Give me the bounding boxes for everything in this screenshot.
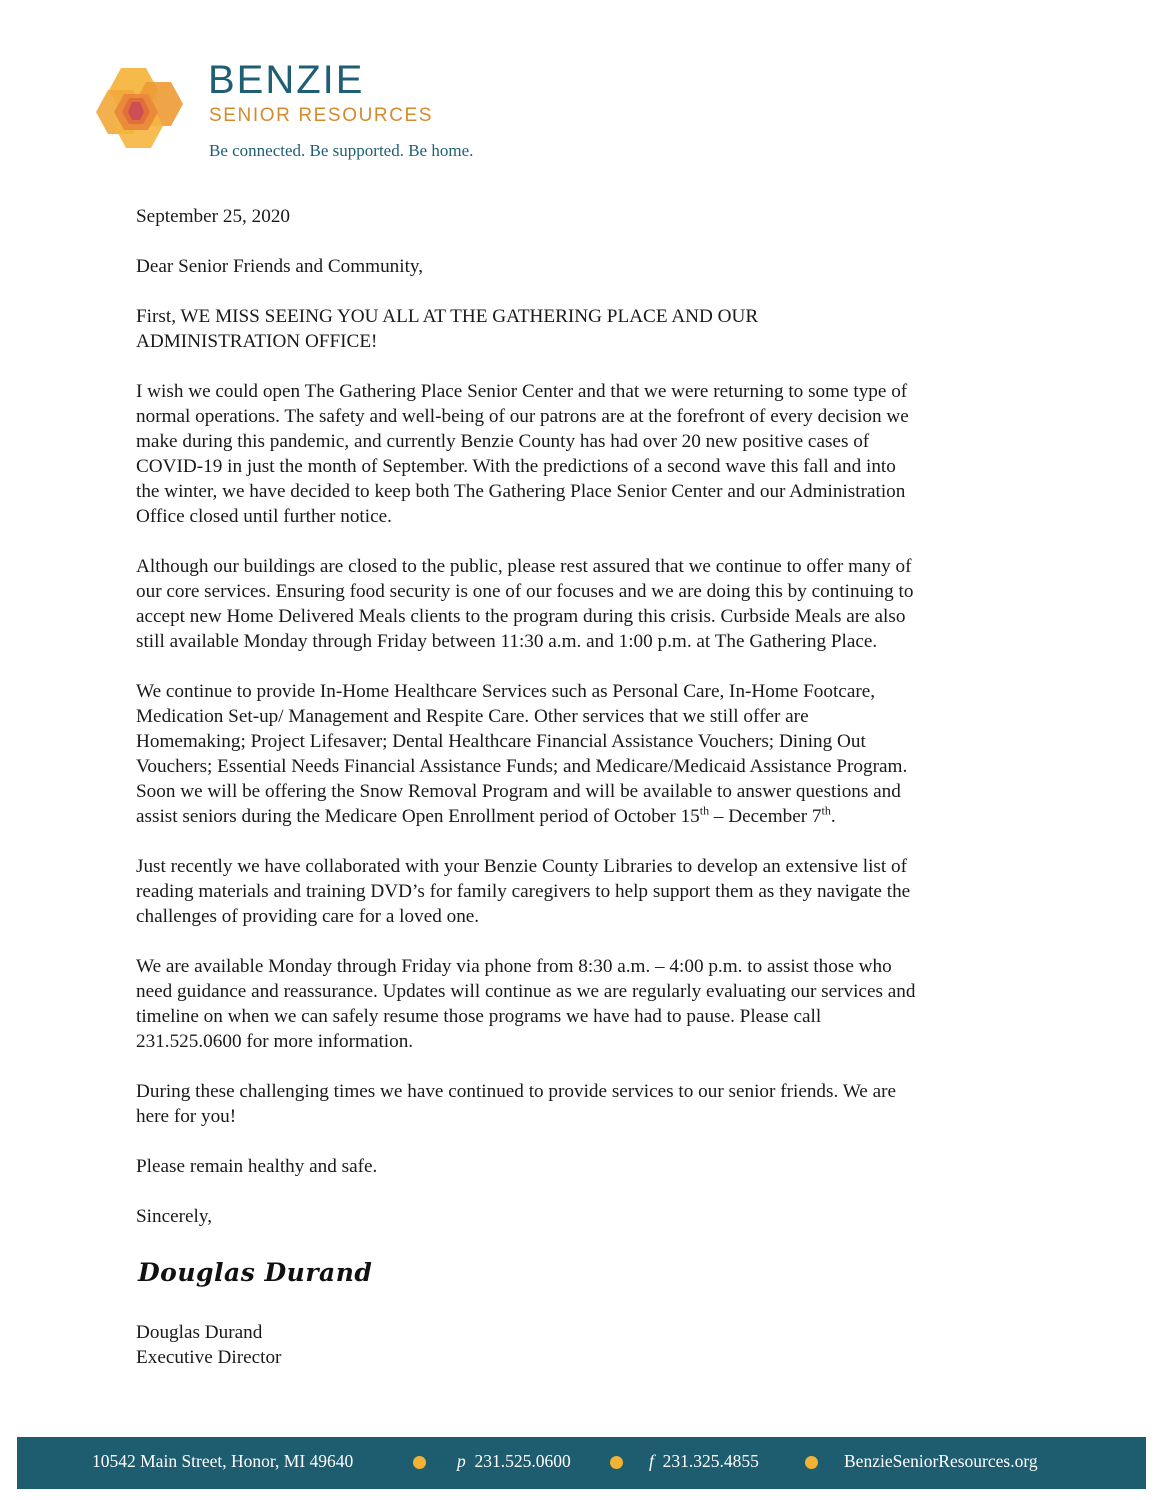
paragraph-line: Medication Set-up/ Management and Respite Care. Other services that we still offer are <box>136 706 809 727</box>
signer-name: Douglas Durand <box>136 1322 263 1343</box>
brand-tagline: Be connected. Be supported. Be home. <box>209 141 474 160</box>
phone-prefix: p <box>457 1451 466 1471</box>
paragraph-2 <box>136 379 1036 529</box>
text-run: – December 7 <box>709 806 822 827</box>
paragraph-line: We are available Monday through Friday via phone from 8:30 a.m. – 4:00 p.m. to assist those who <box>136 956 892 977</box>
paragraph-8: Please remain healthy and safe. <box>136 1156 378 1177</box>
paragraph-1 <box>136 304 1036 354</box>
paragraph-line: First, WE MISS SEEING YOU ALL AT THE GATHERING PLACE AND OUR <box>136 306 759 327</box>
paragraph-line: accept new Home Delivered Meals clients to the program during this crisis. Curbside Meals are also <box>136 606 906 627</box>
honeycomb-logo-icon <box>86 60 196 156</box>
paragraph-line: Office closed until further notice. <box>136 506 392 527</box>
paragraph-5 <box>136 854 1036 929</box>
footer-phone-group <box>457 1451 571 1472</box>
paragraph-line: Soon we will be offering the Snow Removal Program and will be available to answer questions and <box>136 781 901 802</box>
paragraph-line: the winter, we have decided to keep both The Gathering Place Senior Center and our Administration <box>136 481 906 502</box>
text-run: . <box>830 806 836 827</box>
paragraph-line: During these challenging times we have continued to provide services to our senior friends. We are <box>136 1081 897 1102</box>
footer-address: 10542 Main Street, Honor, MI 49640 <box>92 1451 354 1471</box>
paragraph-line <box>136 803 836 827</box>
signer-block <box>136 1320 281 1370</box>
paragraph-6 <box>136 954 1036 1054</box>
paragraph-line: timeline on when we can safely resume those programs we have had to pause. Please call <box>136 1006 822 1027</box>
paragraph-4 <box>136 679 1036 829</box>
footer-phone: 231.525.0600 <box>474 1451 571 1471</box>
paragraph-line: still available Monday through Friday between 11:30 a.m. and 1:00 p.m. at The Gathering Place. <box>136 631 878 652</box>
paragraph-line: here for you! <box>136 1106 237 1127</box>
paragraph-line: COVID-19 in just the month of September. With the predictions of a second wave this fall and into <box>136 456 896 477</box>
paragraph-line: Vouchers; Essential Needs Financial Assistance Funds; and Medicare/Medicaid Assistance Program. <box>136 756 908 777</box>
paragraph-line: We continue to provide In-Home Healthcare Services such as Personal Care, In-Home Footcare, <box>136 681 876 702</box>
paragraph-line: our core services. Ensuring food security is one of our focuses and we are doing this by continuing to <box>136 581 914 602</box>
footer-bar <box>17 1437 1146 1489</box>
signer-title: Executive Director <box>136 1347 282 1368</box>
superscript: th <box>699 803 710 818</box>
paragraph-line: normal operations. The safety and well-being of our patrons are at the forefront of every decision we <box>136 406 909 427</box>
letter-closing: Sincerely, <box>136 1206 213 1227</box>
handwritten-signature: Douglas Durand <box>138 1258 373 1287</box>
footer-fax-group <box>649 1451 759 1472</box>
paragraph-line: make during this pandemic, and currently Benzie County has had over 20 new positive cases of <box>136 431 870 452</box>
brand-subtitle: SENIOR RESOURCES <box>209 105 434 126</box>
paragraph-line: Just recently we have collaborated with your Benzie County Libraries to develop an extensive list of <box>136 856 908 877</box>
paragraph-3 <box>136 554 1036 654</box>
paragraph-line: Although our buildings are closed to the public, please rest assured that we continue to offer many of <box>136 556 912 577</box>
footer-website-link[interactable]: BenzieSeniorResources.org <box>844 1451 1038 1471</box>
paragraph-7 <box>136 1079 1036 1129</box>
bullet-dot-icon <box>805 1456 818 1469</box>
fax-prefix: f <box>649 1451 654 1471</box>
paragraph-line: reading materials and training DVD’s for family caregivers to help support them as they navigate the <box>136 881 911 902</box>
bullet-dot-icon <box>610 1456 623 1469</box>
paragraph-line: need guidance and reassurance. Updates will continue as we are regularly evaluating our services and <box>136 981 916 1002</box>
letter-body <box>136 204 1036 1254</box>
letter-salutation: Dear Senior Friends and Community, <box>136 256 424 277</box>
paragraph-line: Homemaking; Project Lifesaver; Dental Healthcare Financial Assistance Vouchers; Dining Out <box>136 731 866 752</box>
paragraph-line: challenges of providing care for a loved one. <box>136 906 480 927</box>
bullet-dot-icon <box>413 1456 426 1469</box>
superscript: th <box>821 803 831 818</box>
paragraph-line: ADMINISTRATION OFFICE! <box>136 331 378 352</box>
paragraph-line: 231.525.0600 for more information. <box>136 1031 414 1052</box>
footer-fax: 231.325.4855 <box>662 1451 759 1471</box>
letter-date: September 25, 2020 <box>136 206 291 227</box>
text-run: assist seniors during the Medicare Open Enrollment period of October 15 <box>136 806 700 827</box>
brand-name: BENZIE <box>208 58 365 102</box>
paragraph-line: I wish we could open The Gathering Place Senior Center and that we were returning to some type of <box>136 381 908 402</box>
